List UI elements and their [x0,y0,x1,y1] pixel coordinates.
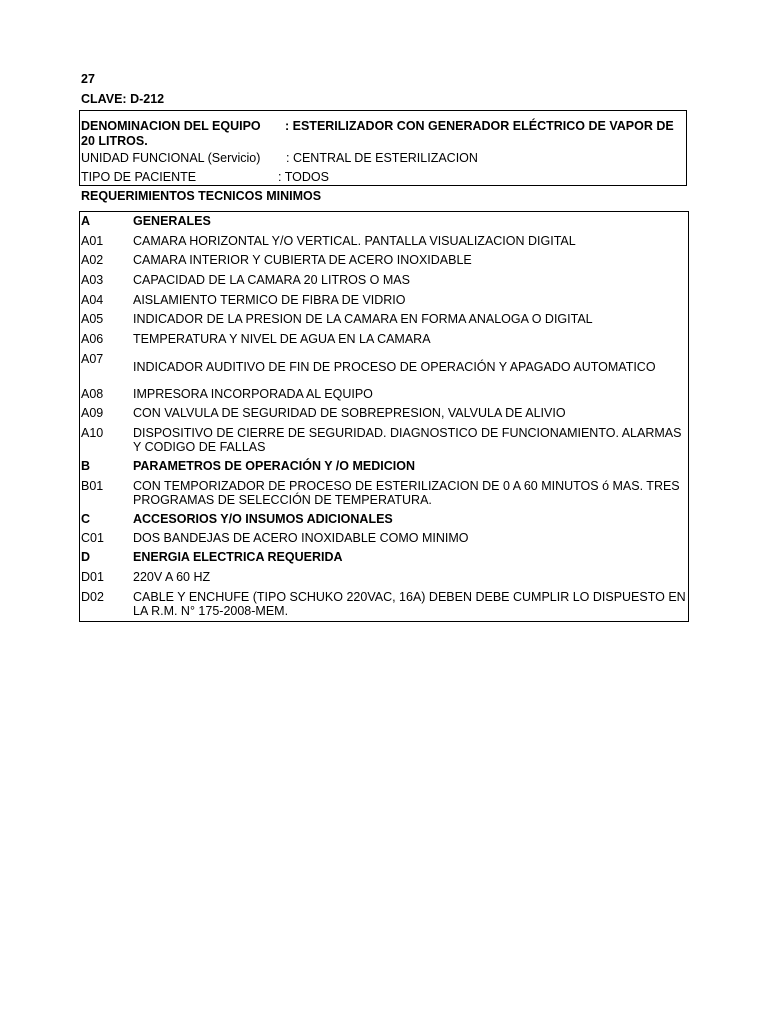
requirement-text: CABLE Y ENCHUFE (TIPO SCHUKO 220VAC, 16A) DEBEN DEBE CUMPLIR LO DISPUESTO EN LA R.M. N° 175-2008-MEM. [133,590,686,618]
tipo-paciente-value: : TODOS [278,170,329,184]
denominacion-row [81,119,674,148]
requirement-text: PARAMETROS DE OPERACIÓN Y /O MEDICION [133,459,415,473]
requirement-text: AISLAMIENTO TERMICO DE FIBRA DE VIDRIO [133,293,406,307]
requirement-text: CON VALVULA DE SEGURIDAD DE SOBREPRESION, VALVULA DE ALIVIO [133,406,566,420]
requirement-code: A06 [81,332,104,346]
requirement-text: GENERALES [133,214,211,228]
denominacion-value-continued: 20 LITROS. [81,134,148,148]
requirement-text: TEMPERATURA Y NIVEL DE AGUA EN LA CAMARA [133,332,431,346]
requirement-text: CAPACIDAD DE LA CAMARA 20 LITROS O MAS [133,273,410,287]
requirement-text: INDICADOR AUDITIVO DE FIN DE PROCESO DE OPERACIÓN Y APAGADO AUTOMATICO [133,360,656,374]
requirement-text: ENERGIA ELECTRICA REQUERIDA [133,550,343,564]
requirement-code: A [81,214,91,228]
requirement-code: A04 [81,293,104,307]
clave-code: CLAVE: D-212 [81,92,165,106]
requirement-code: A03 [81,273,104,287]
unidad-value: : CENTRAL DE ESTERILIZACION [286,151,478,165]
requirement-code: A01 [81,234,104,248]
requirement-text: CAMARA HORIZONTAL Y/O VERTICAL. PANTALLA VISUALIZACION DIGITAL [133,234,576,248]
denominacion-label: DENOMINACION DEL EQUIPO [81,119,261,133]
requirement-text: CON TEMPORIZADOR DE PROCESO DE ESTERILIZACION DE 0 A 60 MINUTOS ó MAS. TRES PROGRAMAS DE SELECCIÓN DE TEMPERATURA. [133,479,680,507]
tipo-paciente-row [81,170,329,184]
requirement-code: B [81,459,91,473]
denominacion-value: : ESTERILIZADOR CON GENERADOR ELÉCTRICO DE VAPOR DE [285,119,674,133]
tipo-paciente-label: TIPO DE PACIENTE [81,170,197,184]
requirement-code: A02 [81,253,104,267]
requirement-text: 220V A 60 HZ [133,570,211,584]
requirement-text: CAMARA INTERIOR Y CUBIERTA DE ACERO INOXIDABLE [133,253,472,267]
requirement-text: IMPRESORA INCORPORADA AL EQUIPO [133,387,373,401]
requirement-text: INDICADOR DE LA PRESION DE LA CAMARA EN FORMA ANALOGA O DIGITAL [133,312,593,326]
requirement-code: A07 [81,352,104,366]
requirements-table [79,211,689,622]
requirement-code: A09 [81,406,104,420]
requirement-code: A05 [81,312,104,326]
requirement-text: ACCESORIOS Y/O INSUMOS ADICIONALES [133,512,393,526]
requirement-code: D01 [81,570,104,584]
unidad-label: UNIDAD FUNCIONAL (Servicio) [81,151,261,165]
requirement-code: C01 [81,531,104,545]
requirement-text: DISPOSITIVO DE CIERRE DE SEGURIDAD. DIAGNOSTICO DE FUNCIONAMIENTO. ALARMAS Y CODIGO DE FALLAS [133,426,682,454]
requirement-text: DOS BANDEJAS DE ACERO INOXIDABLE COMO MINIMO [133,531,469,545]
requirement-code: C [81,512,91,526]
requirement-code: A10 [81,426,104,440]
page-number: 27 [81,72,95,86]
equipment-info-box [79,110,687,186]
requirement-code: A08 [81,387,104,401]
requirement-code: B01 [81,479,104,493]
requirement-code: D02 [81,590,104,604]
requirement-code: D [81,550,91,564]
unidad-row [81,151,478,165]
requirements-title: REQUERIMIENTOS TECNICOS MINIMOS [81,189,322,203]
